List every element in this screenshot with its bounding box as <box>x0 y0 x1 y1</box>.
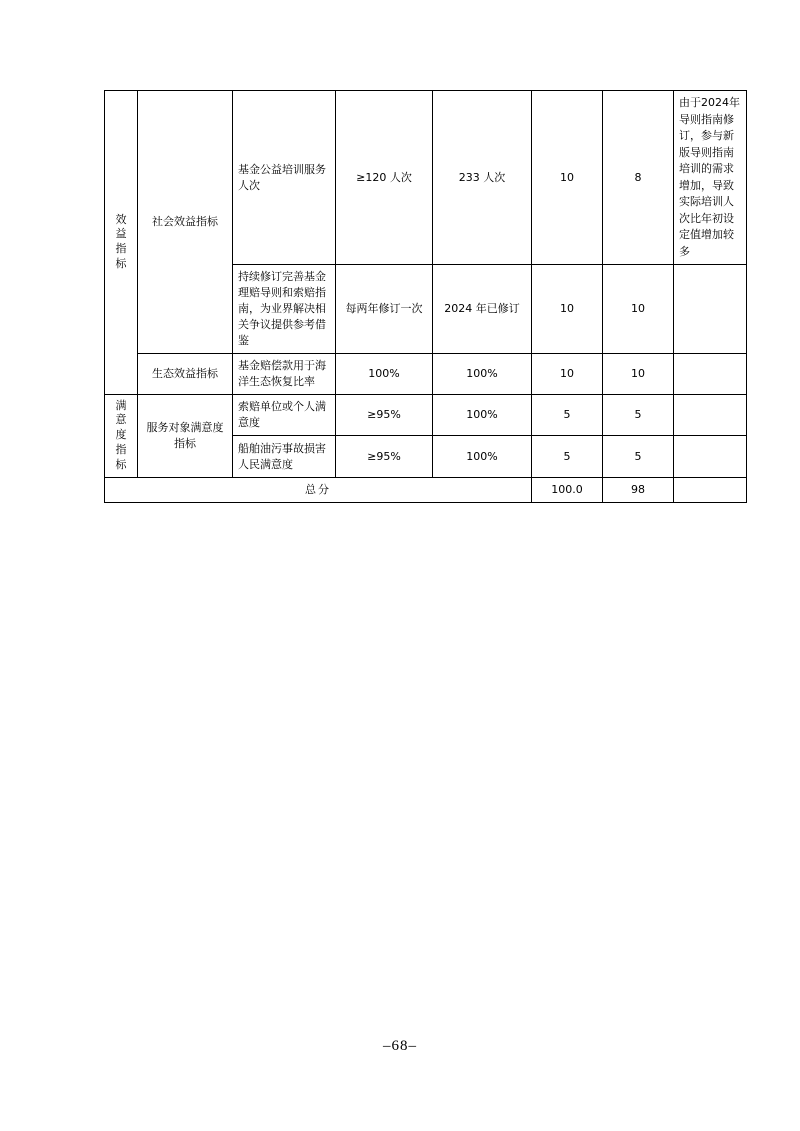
got-score-cell: 5 <box>603 436 674 478</box>
actual-cell: 100% <box>433 353 532 394</box>
got-score-cell: 10 <box>603 265 674 354</box>
actual-cell: 100% <box>433 436 532 478</box>
category-cell-benefit: 效益指标 <box>105 91 138 395</box>
indicator-cell: 索赔单位或个人满意度 <box>233 394 336 436</box>
target-cell: ≥120 人次 <box>336 91 433 265</box>
note-cell <box>674 436 747 478</box>
group-cell-eco-benefit: 生态效益指标 <box>138 353 233 394</box>
note-cell <box>674 394 747 436</box>
score-cell: 10 <box>532 265 603 354</box>
note-cell: 由于2024年导则指南修订，参与新版导则指南培训的需求增加，导致实际培训人次比年初设定值增加较多 <box>674 91 747 265</box>
table-row <box>105 394 747 436</box>
group-cell-social-benefit: 社会效益指标 <box>138 91 233 354</box>
indicator-cell: 船舶油污事故损害人民满意度 <box>233 436 336 478</box>
category-cell-satisfaction: 满意度指标 <box>105 394 138 477</box>
actual-cell: 2024 年已修订 <box>433 265 532 354</box>
actual-cell: 233 人次 <box>433 91 532 265</box>
score-cell: 10 <box>532 91 603 265</box>
table-row <box>105 91 747 265</box>
got-score-cell: 10 <box>603 353 674 394</box>
performance-indicator-table <box>104 90 747 503</box>
target-cell: 每两年修订一次 <box>336 265 433 354</box>
target-cell: ≥95% <box>336 436 433 478</box>
total-got-cell: 98 <box>603 477 674 502</box>
indicator-cell: 持续修订完善基金理赔导则和索赔指南，为业界解决相关争议提供参考借鉴 <box>233 265 336 354</box>
target-cell: 100% <box>336 353 433 394</box>
score-cell: 5 <box>532 436 603 478</box>
score-cell: 10 <box>532 353 603 394</box>
page-number: –68– <box>383 1038 417 1054</box>
indicator-cell: 基金公益培训服务人次 <box>233 91 336 265</box>
group-cell-service-satisfaction: 服务对象满意度指标 <box>138 394 233 477</box>
got-score-cell: 5 <box>603 394 674 436</box>
performance-table-container <box>104 90 740 503</box>
total-note-cell <box>674 477 747 502</box>
indicator-cell: 基金赔偿款用于海洋生态恢复比率 <box>233 353 336 394</box>
got-score-cell: 8 <box>603 91 674 265</box>
total-label-cell: 总分 <box>105 477 532 502</box>
note-cell <box>674 265 747 354</box>
actual-cell: 100% <box>433 394 532 436</box>
total-score-cell: 100.0 <box>532 477 603 502</box>
score-cell: 5 <box>532 394 603 436</box>
table-total-row <box>105 477 747 502</box>
table-row <box>105 353 747 394</box>
target-cell: ≥95% <box>336 394 433 436</box>
note-cell <box>674 353 747 394</box>
